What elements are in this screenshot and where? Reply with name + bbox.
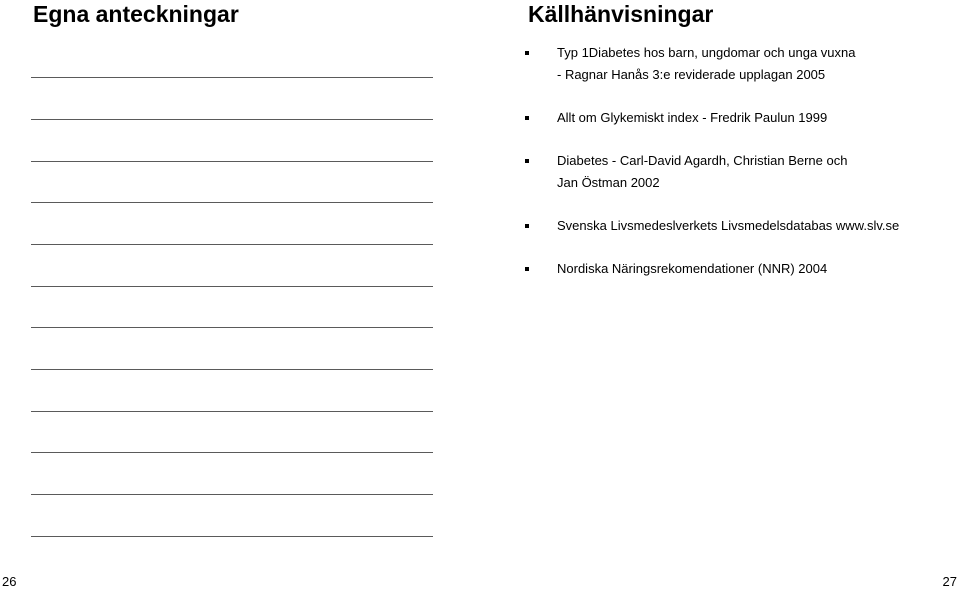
note-line (31, 452, 433, 453)
note-line (31, 119, 433, 120)
bullet-icon (525, 224, 529, 228)
reference-text: Nordiska Näringsrekomendationer (NNR) 2004 (557, 261, 828, 276)
note-line (31, 161, 433, 162)
page-number-right: 27 (942, 574, 957, 589)
note-line (31, 494, 433, 495)
note-line (31, 411, 433, 412)
bullet-icon (525, 159, 529, 163)
note-line (31, 369, 433, 370)
bullet-icon (525, 51, 529, 55)
bullet-icon (525, 267, 529, 271)
note-line (31, 202, 433, 203)
notes-page-title: Egna anteckningar (33, 1, 239, 27)
page-number-left: 26 (2, 574, 17, 589)
note-line (31, 244, 433, 245)
reference-list (516, 0, 956, 300)
references-page-title: Källhänvisningar (528, 1, 714, 27)
reference-text: Allt om Glykemiskt index - Fredrik Paulun 1999 (557, 110, 828, 125)
note-lines (31, 0, 433, 589)
reference-text: Diabetes - Carl-David Agardh, Christian Berne och Jan Östman 2002 (557, 153, 848, 190)
note-line (31, 327, 433, 328)
reference-text: Typ 1Diabetes hos barn, ungdomar och unga vuxna - Ragnar Hanås 3:e reviderade upplagan 2005 (557, 45, 856, 82)
note-line (31, 536, 433, 537)
reference-text: Svenska Livsmedeslverkets Livsmedelsdatabas www.slv.se (557, 218, 900, 233)
bullet-icon (525, 116, 529, 120)
note-line (31, 286, 433, 287)
note-line (31, 77, 433, 78)
